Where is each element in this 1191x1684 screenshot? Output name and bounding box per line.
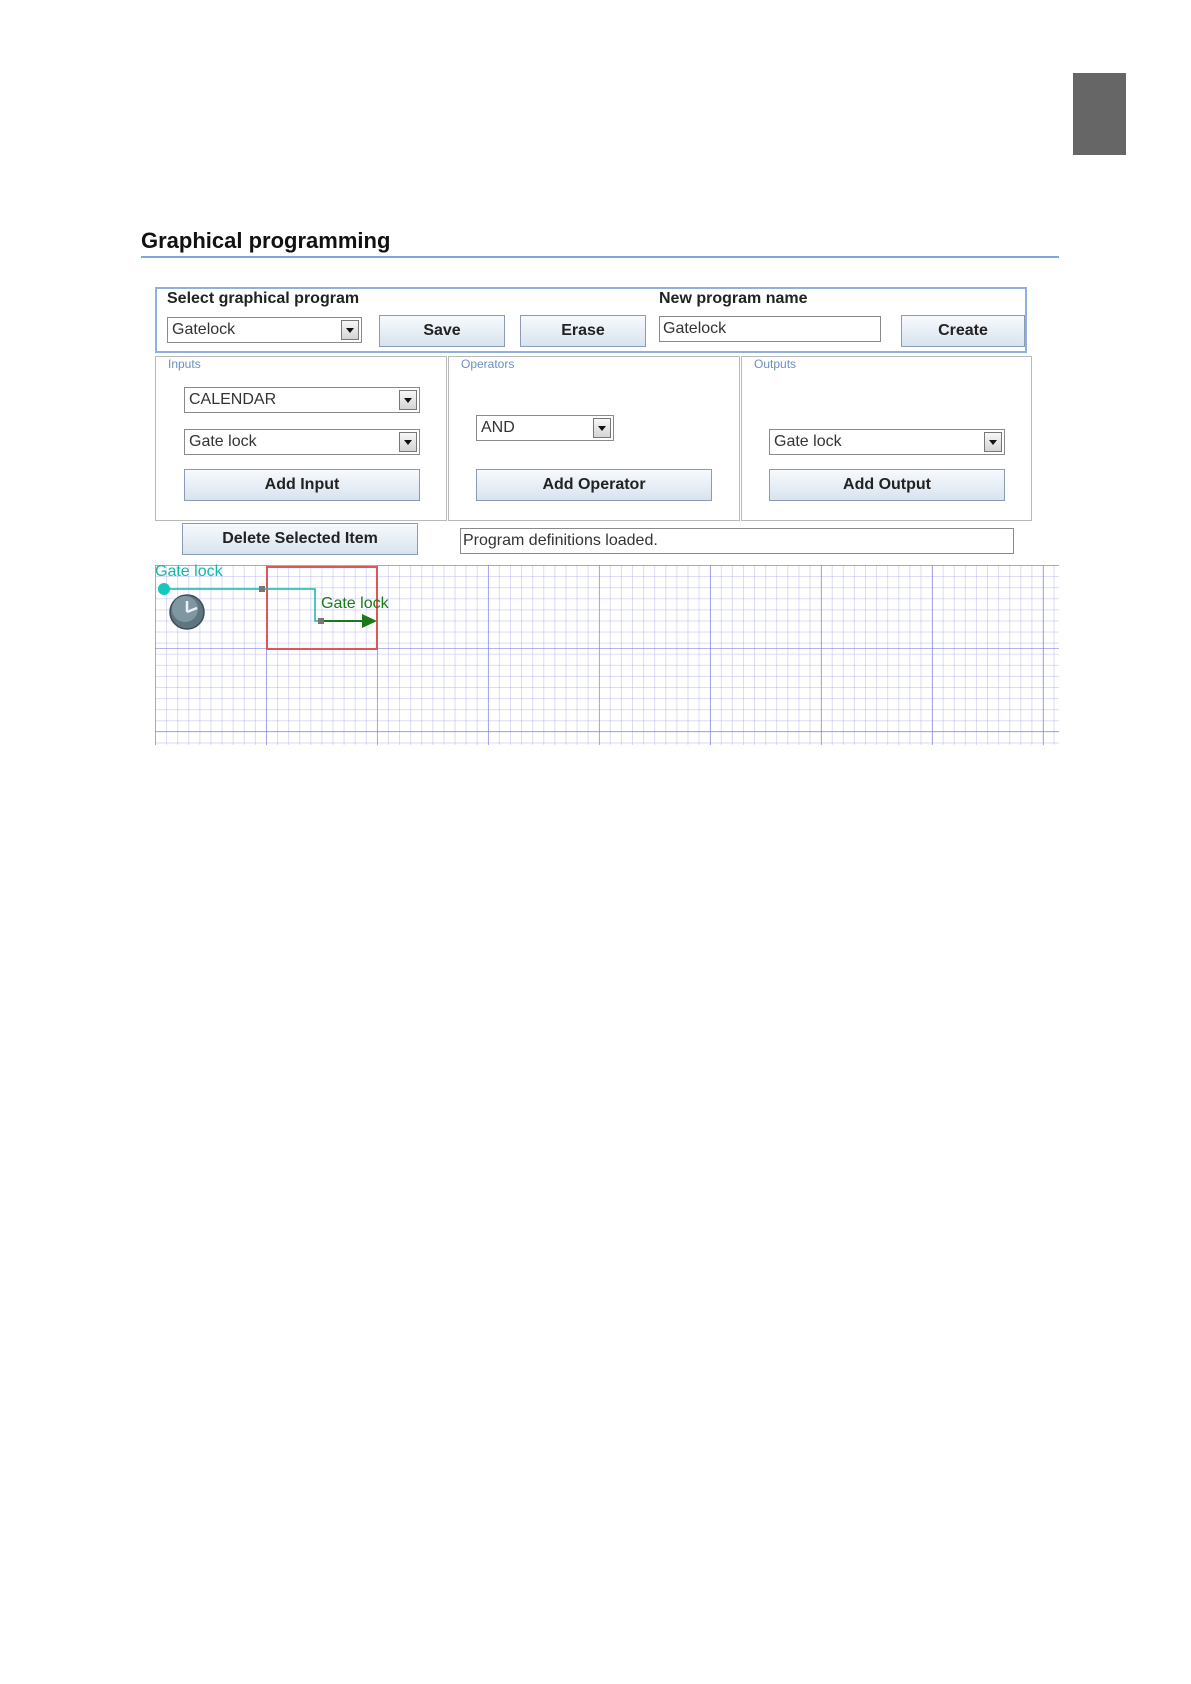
- operator-value: AND: [481, 419, 515, 436]
- output-item-value: Gate lock: [774, 433, 842, 450]
- input-type-select[interactable]: [184, 387, 420, 413]
- delete-selected-item-button[interactable]: Delete Selected Item: [182, 523, 418, 555]
- new-program-name-label: New program name: [659, 290, 808, 307]
- output-arrow-icon: [362, 614, 377, 628]
- program-bar: [155, 287, 1027, 353]
- outputs-title: Outputs: [754, 357, 797, 371]
- chevron-down-icon[interactable]: [399, 390, 417, 410]
- input-item-select[interactable]: [184, 429, 420, 455]
- add-output-button[interactable]: Add Output: [769, 469, 1005, 501]
- chevron-down-icon[interactable]: [593, 418, 611, 438]
- input-item-value: Gate lock: [189, 433, 257, 450]
- chevron-down-icon[interactable]: [399, 432, 417, 452]
- input-port[interactable]: [158, 583, 170, 595]
- new-program-name-input[interactable]: Gatelock: [659, 316, 881, 342]
- output-node-label[interactable]: Gate lock: [321, 595, 389, 612]
- chevron-down-icon[interactable]: [984, 432, 1002, 452]
- program-select-value: Gatelock: [172, 321, 236, 338]
- input-node-label[interactable]: Gate lock: [155, 563, 223, 580]
- operators-panel: [448, 356, 740, 521]
- input-type-value: CALENDAR: [189, 391, 277, 408]
- page-title: Graphical programming: [141, 228, 391, 253]
- program-canvas[interactable]: [155, 565, 1059, 745]
- create-button[interactable]: Create: [901, 315, 1025, 347]
- canvas-drawing: [155, 565, 1059, 745]
- add-operator-button[interactable]: Add Operator: [476, 469, 712, 501]
- output-port[interactable]: [318, 618, 324, 624]
- clock-icon[interactable]: [170, 595, 204, 629]
- erase-button[interactable]: Erase: [520, 315, 646, 347]
- title-divider: [141, 256, 1059, 258]
- program-select[interactable]: [167, 317, 362, 343]
- operators-title: Operators: [461, 357, 515, 371]
- inputs-title: Inputs: [168, 357, 201, 371]
- chevron-down-icon[interactable]: [341, 320, 359, 340]
- status-message: Program definitions loaded.: [460, 528, 1014, 554]
- inputs-panel: [155, 356, 447, 521]
- save-button[interactable]: Save: [379, 315, 505, 347]
- output-item-select[interactable]: [769, 429, 1005, 455]
- outputs-panel: [741, 356, 1032, 521]
- page-tab-marker: [1073, 73, 1126, 155]
- select-program-label: Select graphical program: [167, 290, 360, 307]
- wire-junction[interactable]: [259, 586, 265, 592]
- operator-select[interactable]: [476, 415, 614, 441]
- add-input-button[interactable]: Add Input: [184, 469, 420, 501]
